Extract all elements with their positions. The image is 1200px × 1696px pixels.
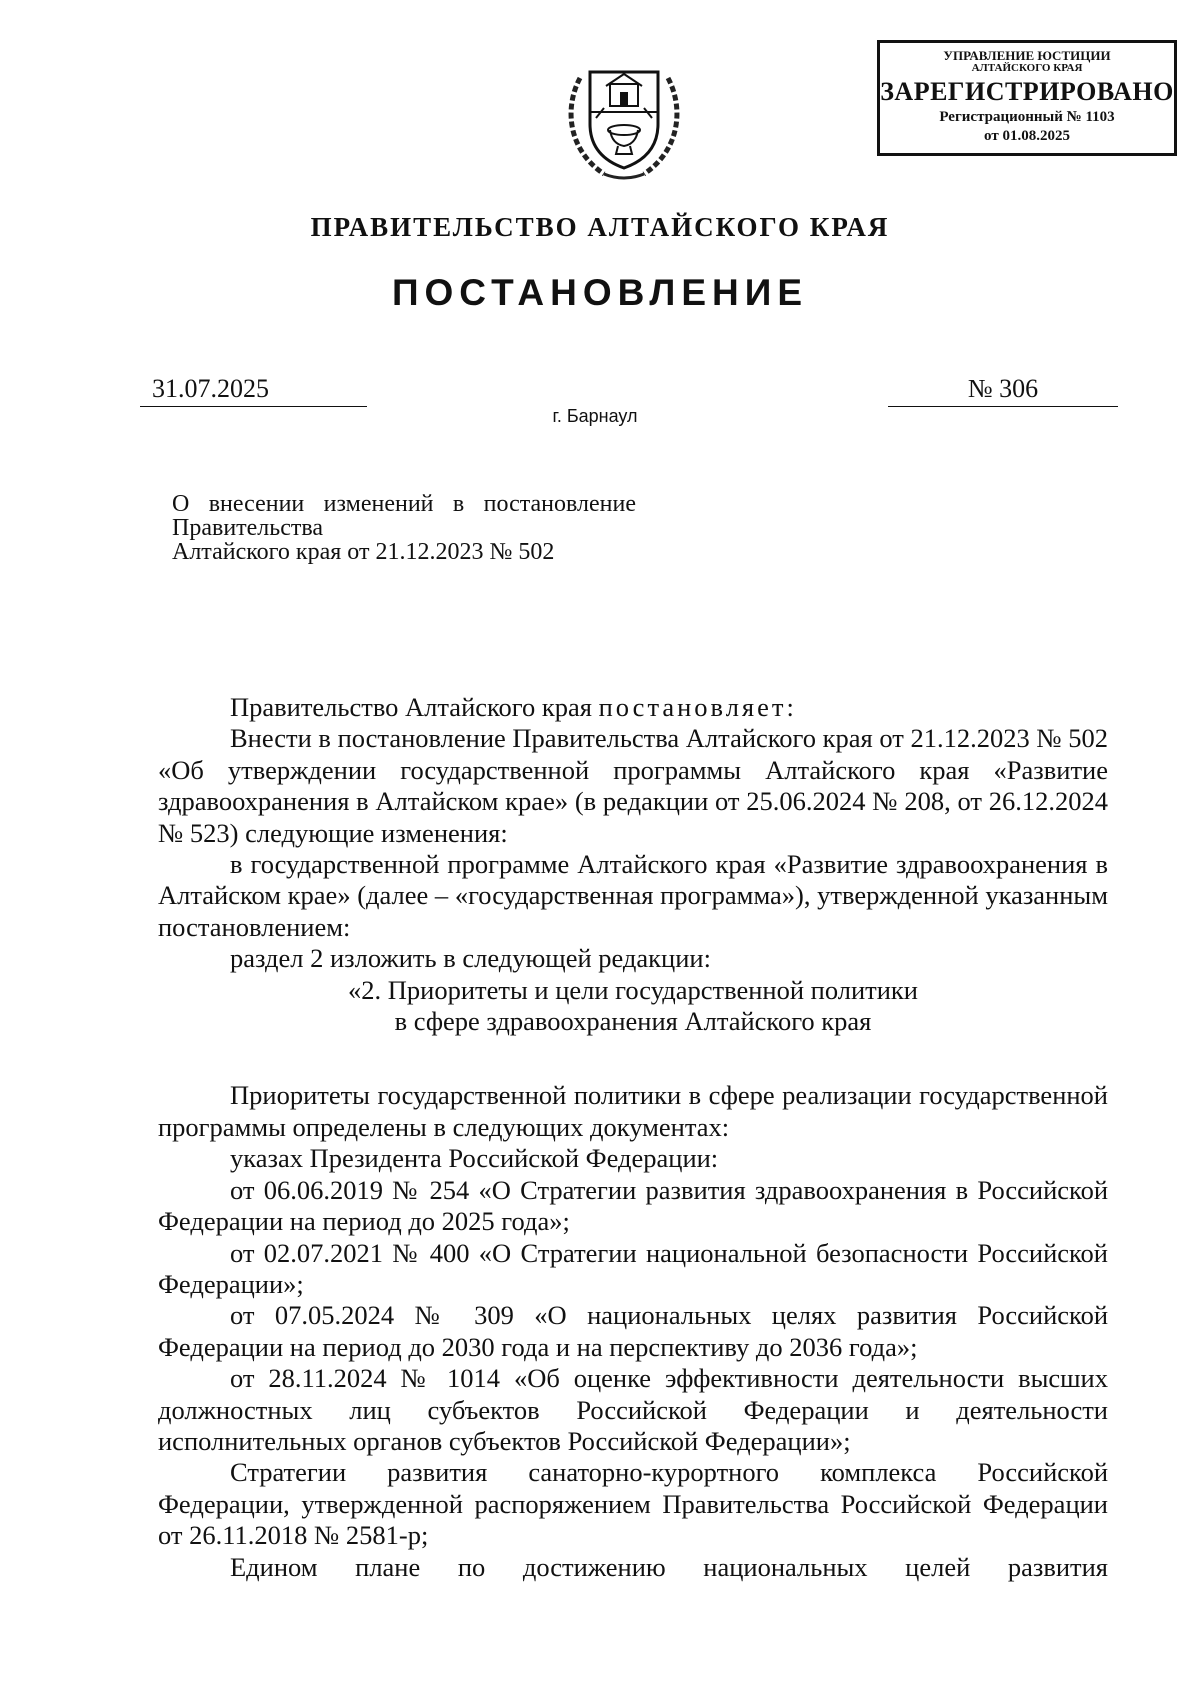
body-paragraph-6: от 06.06.2019 № 254 «О Стратегии развития здравоохранения в Российской Федерации на период до 2025 года»;	[158, 1174, 1108, 1237]
body-paragraph-2: в государственной программе Алтайского края «Развитие здравоохранения в Алтайском крае» (далее – «государственная программа»), утвержденной указанным постановлением:	[158, 849, 1108, 942]
document-number: № 306	[888, 372, 1118, 407]
body-paragraph-4: Приоритеты государственной политики в сфере реализации государственной программы определены в следующих документах:	[158, 1080, 1108, 1142]
body-paragraph-3: раздел 2 изложить в следующей редакции:	[230, 943, 711, 974]
document-body	[158, 692, 1108, 1583]
section-heading-line-2: в сфере здравоохранения Алтайского края	[394, 1006, 872, 1037]
stamp-registration-number: Регистрационный № 1103	[939, 109, 1115, 125]
body-paragraph-7: от 02.07.2021 № 400 «О Стратегии национальной безопасности Российской Федерации»;	[158, 1237, 1108, 1299]
document-date: 31.07.2025	[140, 372, 367, 407]
stamp-date: от 01.08.2025	[984, 128, 1070, 144]
intro-spaced-verb: постановляет:	[598, 692, 797, 722]
document-city: г. Барнаул	[552, 406, 638, 426]
section-gap	[158, 1037, 1108, 1080]
body-paragraph-8: от 07.05.2024 № 309 «О национальных целях развития Российской Федерации на период до 2030 года и на перспективу до 2036 года»;	[158, 1300, 1108, 1362]
body-paragraph-5: указах Президента Российской Федерации:	[230, 1143, 719, 1174]
registration-stamp	[877, 40, 1177, 156]
government-title: ПРАВИТЕЛЬСТВО АЛТАЙСКОГО КРАЯ	[310, 212, 890, 242]
section-heading-line-1: «2. Приоритеты и цели государственной политики	[348, 974, 918, 1005]
subject-line-2: Алтайского края от 21.12.2023 № 502	[172, 539, 555, 565]
stamp-authority: УПРАВЛЕНИЕ ЮСТИЦИИ	[943, 48, 1111, 63]
stamp-status: ЗАРЕГИСТРИРОВАНО	[880, 77, 1174, 106]
stamp-region: АЛТАЙСКОГО КРАЯ	[971, 62, 1083, 74]
body-paragraph-1: Внести в постановление Правительства Алтайского края от 21.12.2023 № 502 «Об утверждении государственной программы Алтайского края «Развитие здравоохранения в Алтайском крае» (в редакции от 25.06.2024 № 208, от 26.12.2024 № 523) следующие изменения:	[158, 723, 1108, 848]
document-type-title: ПОСТАНОВЛЕНИЕ	[391, 272, 809, 313]
document-subject	[172, 492, 636, 564]
body-intro	[158, 692, 1108, 723]
body-paragraph-11: Едином плане по достижению национальных целей развития	[230, 1551, 1108, 1582]
intro-prefix: Правительство Алтайского края	[230, 692, 599, 722]
body-paragraph-9: от 28.11.2024 № 1014 «Об оценке эффективности деятельности высших должностных лиц субъектов Российской Федерации и деятельности исполнительных органов субъектов Российской Федерации»;	[158, 1363, 1108, 1456]
body-paragraph-10: Стратегии развития санаторно-курортного комплекса Российской Федерации, утвержденной распоряжением Правительства Российской Федерации от 26.11.2018 № 2581-р;	[158, 1457, 1108, 1551]
coat-of-arms-emblem	[560, 58, 688, 182]
subject-line-1: О внесении изменений в постановление Правительства	[172, 491, 636, 541]
